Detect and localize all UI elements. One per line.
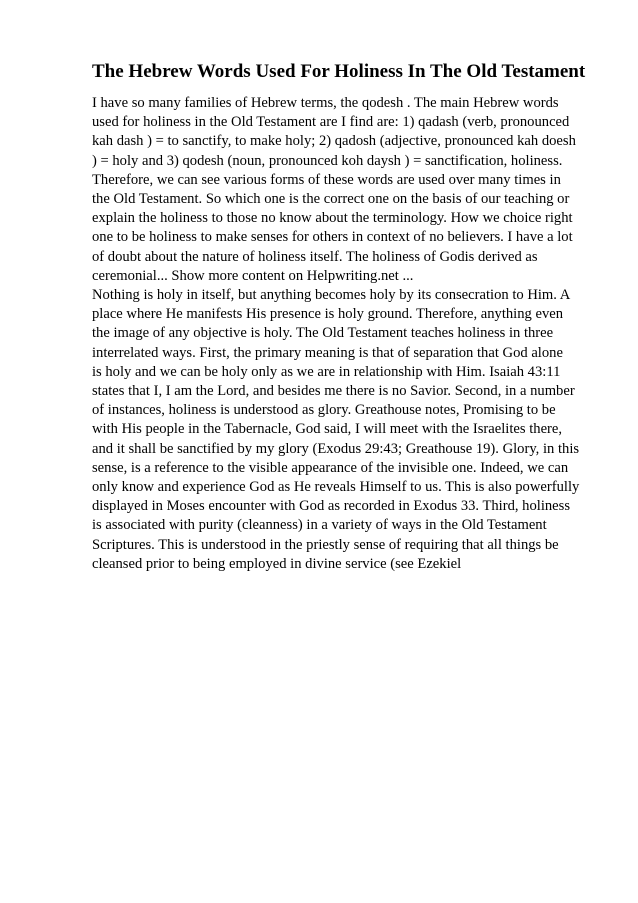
body-line: interrelated ways. First, the primary meaning is that of separation that God alone	[92, 344, 563, 361]
body-line: with His people in the Tabernacle, God said, I will meet with the Israelites there,	[92, 421, 563, 438]
document-body	[92, 94, 612, 574]
body-line: Nothing is holy in itself, but anything becomes holy by its consecration to Him. A	[92, 287, 571, 304]
body-line: and it shall be sanctified by my glory (Exodus 29:43; Greathouse 19). Glory, in this	[92, 440, 580, 457]
body-line: the Old Testament. So which one is the correct one on the basis of our teaching or	[92, 191, 570, 208]
body-line: Scriptures. This is understood in the priestly sense of requiring that all things be	[92, 536, 559, 553]
body-line: only know and experience God as He reveals Himself to us. This is also powerfully	[92, 479, 580, 496]
body-line: displayed in Moses encounter with God as recorded in Exodus 33. Third, holiness	[92, 498, 571, 515]
body-line: is holy and we can be holy only as we are in relationship with Him. Isaiah 43:11	[92, 363, 561, 380]
body-line: one to be holiness to make senses for others in context of no believers. I have a lot	[92, 229, 573, 246]
body-line: explain the holiness to those no know about the terminology. How we choice right	[92, 210, 573, 227]
body-line: place where He manifests His presence is holy ground. Therefore, anything even	[92, 306, 564, 323]
body-line: the image of any objective is holy. The Old Testament teaches holiness in three	[92, 325, 554, 342]
document-title: The Hebrew Words Used For Holiness In The Old Testament	[92, 61, 586, 82]
body-line: of instances, holiness is understood as glory. Greathouse notes, Promising to be	[92, 402, 556, 419]
body-line: I have so many families of Hebrew terms, the qodesh . The main Hebrew words	[92, 95, 559, 111]
body-line: ) = holy and 3) qodesh (noun, pronounced koh daysh ) = sanctification, holiness.	[92, 152, 563, 169]
body-line: used for holiness in the Old Testament are I find are: 1) qadash (verb, pronounced	[92, 114, 570, 131]
body-line: sense, is a reference to the visible appearance of the invisible one. Indeed, we can	[92, 459, 569, 476]
body-line: Therefore, we can see various forms of these words are used over many times in	[92, 171, 561, 188]
document-page	[92, 60, 612, 574]
body-line: ceremonial... Show more content on Helpwriting.net ...	[92, 267, 414, 284]
body-line: of doubt about the nature of holiness itself. The holiness of Godis derived as	[92, 248, 538, 265]
body-line: cleansed prior to being employed in divine service (see Ezekiel	[92, 555, 462, 572]
body-line: states that I, I am the Lord, and besides me there is no Savior. Second, in a number	[92, 383, 575, 400]
body-line: is associated with purity (cleanness) in a variety of ways in the Old Testament	[92, 517, 547, 534]
body-line: kah dash ) = to sanctify, to make holy; 2) qadosh (adjective, pronounced kah doesh	[92, 133, 576, 150]
